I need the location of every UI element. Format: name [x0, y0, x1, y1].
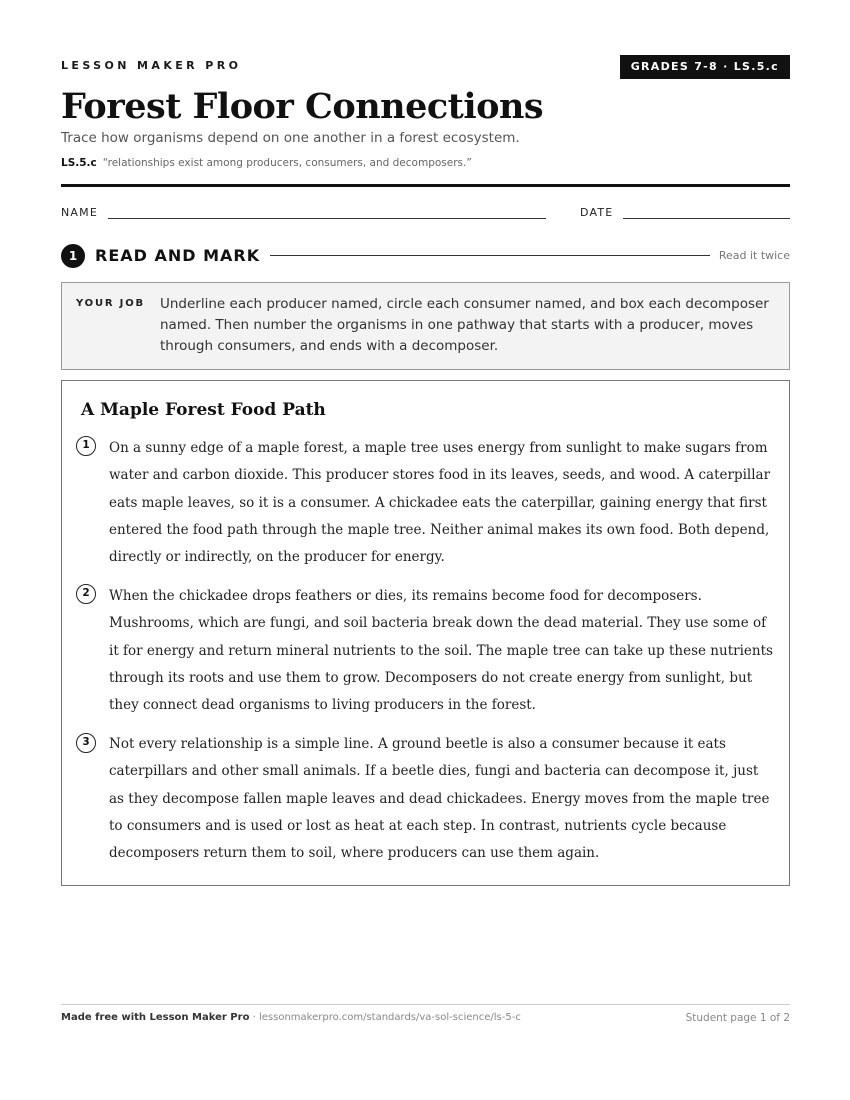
job-text: Underline each producer named, circle each consumer named, and box each decomposer named. Then number the organisms in one pathway that starts with a producer, moves through consumers, and ends with a decomposer. — [160, 296, 769, 354]
footer-credit — [61, 1012, 521, 1023]
brand-name: LESSON MAKER PRO — [61, 59, 242, 72]
standard-code: LS.5.c — [61, 157, 97, 169]
section-note: Read it twice — [718, 249, 790, 262]
footer-page-number: Student page 1 of 2 — [685, 1012, 790, 1024]
reading-passage-box — [61, 380, 790, 886]
top-bar — [61, 55, 790, 79]
grade-badge: GRADES 7-8 · LS.5.c — [620, 55, 790, 79]
page-subtitle: Trace how organisms depend on one another in a forest ecosystem. — [61, 130, 520, 146]
name-field-line[interactable] — [108, 218, 546, 219]
section-number-badge: 1 — [61, 244, 85, 268]
paragraph-number-badge: 2 — [76, 584, 96, 604]
date-label: DATE — [580, 206, 614, 219]
reading-paragraph: On a sunny edge of a maple forest, a maple tree uses energy from sunlight to make sugars from water and carbon dioxide. This producer stores food in its leaves, seeds, and wood. A caterpillar eats maple leaves, so it is a consumer. A chickadee eats the caterpillar, gaining energy that first entered the food path through the maple tree. Neither animal makes its own food. Both depend, directly or indirectly, on the producer for energy. — [109, 440, 771, 566]
page-title: Forest Floor Connections — [61, 86, 544, 127]
reading-paragraph: Not every relationship is a simple line. A ground beetle is also a consumer because it eats caterpillars and other small animals. If a beetle dies, fungi and bacteria can decompose it, just as they decompose fallen maple leaves and dead chickadees. Energy moves from the maple tree to consumers and is used or lost as heat at each step. In contrast, nutrients cycle because decomposers return them to soil, where producers can use them again. — [109, 736, 770, 862]
worksheet-page — [61, 0, 790, 1100]
paragraph-number-badge: 1 — [76, 436, 96, 456]
header-divider — [61, 184, 790, 187]
job-label: YOUR JOB — [76, 298, 145, 309]
footer-made-with: Made free with Lesson Maker Pro — [61, 1012, 250, 1023]
footer-url[interactable]: lessonmakerpro.com/standards/va-sol-science/ls-5-c — [258, 1012, 521, 1023]
job-instructions-box — [61, 282, 790, 370]
reading-paragraph: When the chickadee drops feathers or dies, its remains become food for decomposers. Mushrooms, which are fungi, and soil bacteria break down the dead material. They use some of it for energy and return mineral nutrients to the soil. The maple tree can take up these nutrients through its roots and use them to grow. Decomposers do not create energy from sunlight, but they connect dead organisms to living producers in the forest. — [109, 588, 773, 714]
section-divider — [270, 255, 710, 256]
student-fields — [61, 203, 790, 221]
section-title: READ AND MARK — [95, 246, 261, 265]
reading-title: A Maple Forest Food Path — [81, 400, 326, 420]
section-heading — [61, 244, 790, 268]
paragraph-number-badge: 3 — [76, 733, 96, 753]
name-label: NAME — [61, 206, 98, 219]
standard-line — [61, 157, 472, 169]
standard-text: “relationships exist among producers, consumers, and decomposers.” — [102, 157, 472, 169]
footer-separator: · — [249, 1012, 259, 1023]
date-field-line[interactable] — [623, 218, 790, 219]
footer-divider — [61, 1004, 790, 1005]
